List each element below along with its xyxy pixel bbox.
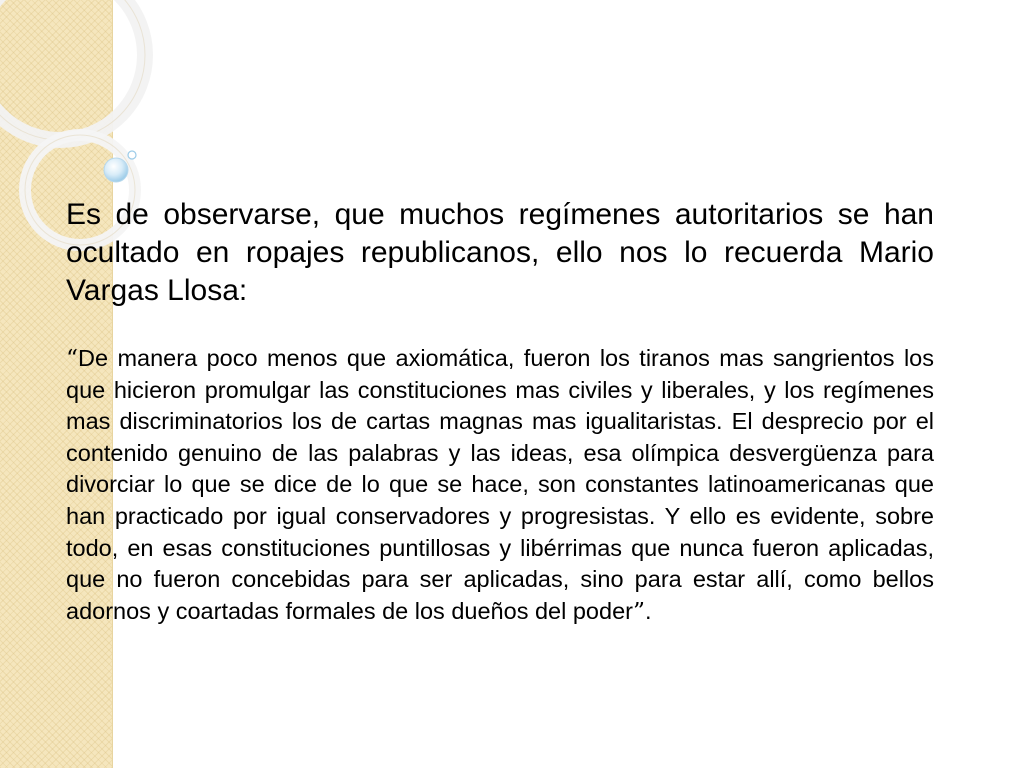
intro-paragraph: Es de observarse, que muchos regímenes autoritarios se han ocultado en ropajes republicanos, ello nos lo recuerda Mario Vargas Llosa: [66, 198, 934, 307]
open-quote-mark: “ [66, 344, 79, 372]
bubble-small [128, 151, 136, 159]
quote-end-period: . [644, 597, 652, 624]
quote-paragraph [66, 343, 934, 627]
close-quote-mark: ” [632, 596, 645, 625]
quote-text: De manera poco menos que axiomática, fueron los tiranos mas sangrientos los que hicieron promulgar las constituciones mas civiles y liberales, y los regímenes mas discriminatorios los de cartas magnas mas igualitaristas. El desprecio por el contenido genuino de las palabras y las ideas, esa olímpica desvergüenza para divorciar lo que se dice de lo que se hace, son constantes latinoamericanas que han practicado por igual conservadores y progresistas. Y ello es evidente, sobre todo, en esas constituciones puntillosas y libérrimas que nunca fueron aplicadas, que no fueron concebidas para ser aplicadas, sino para estar allí, como bellos adornos y coartadas formales de los dueños del poder [66, 345, 934, 624]
large-ring [0, 0, 145, 140]
bubble-large [104, 158, 128, 182]
content-area [66, 196, 934, 627]
